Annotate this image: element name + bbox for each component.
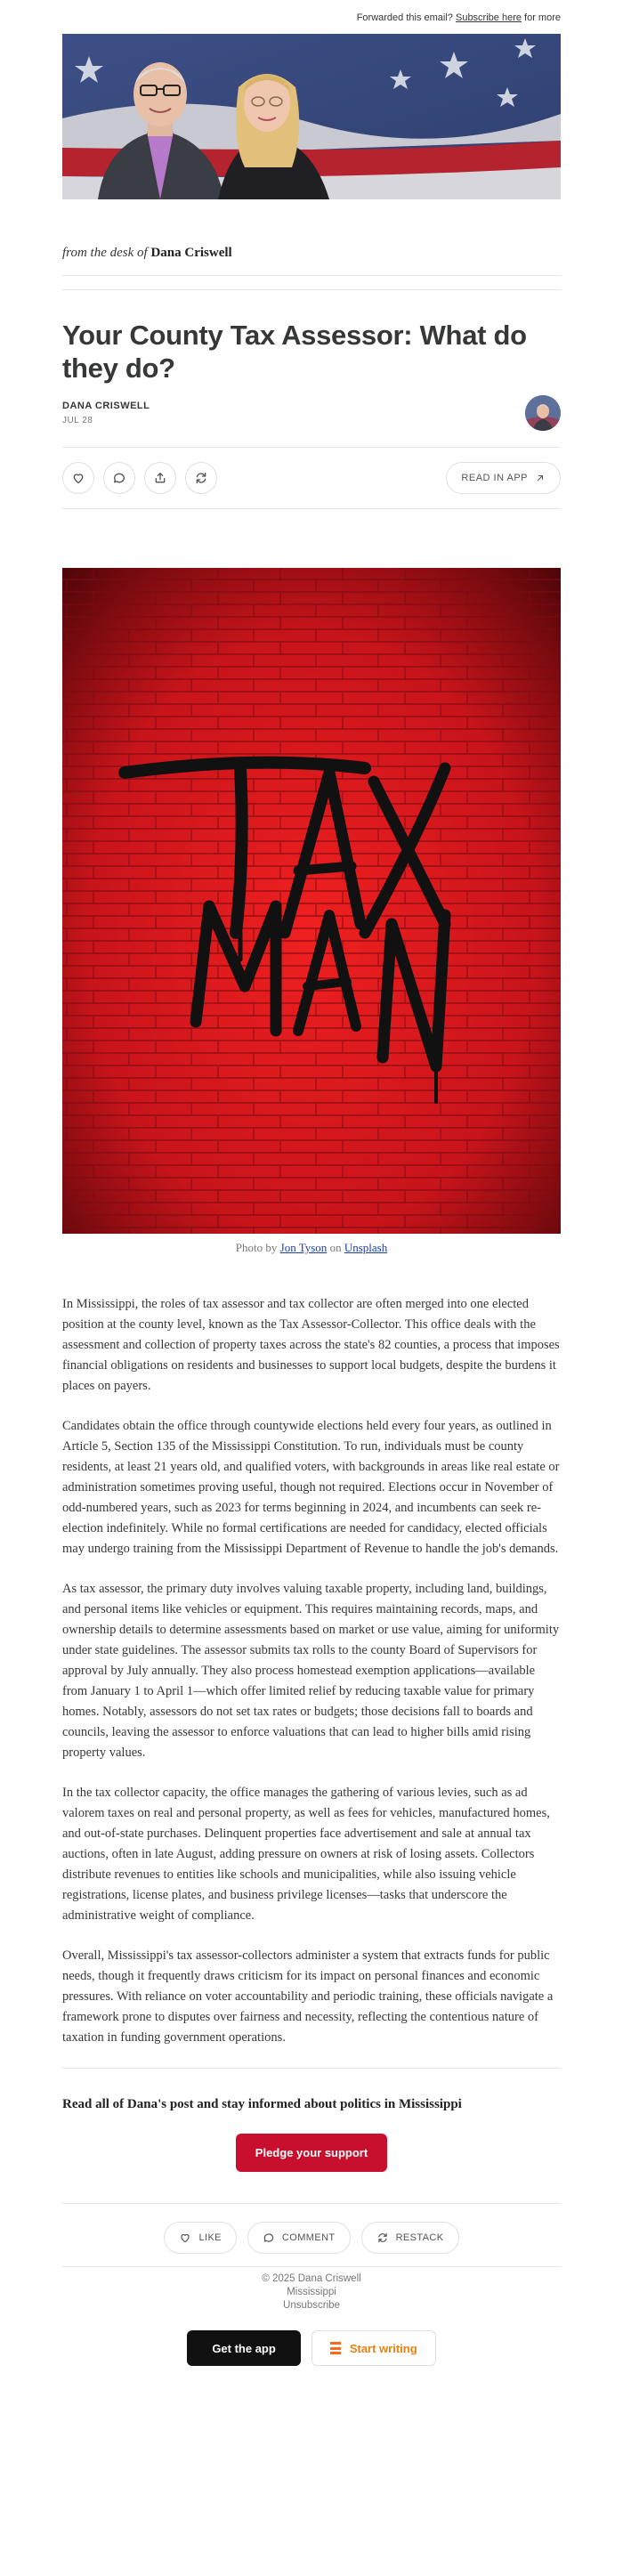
unsplash-link[interactable]: Unsplash xyxy=(344,1241,388,1254)
body-paragraph: Overall, Mississippi's tax assessor-collectors administer a system that extracts funds for public needs, though it frequently draws criticism for its impact on personal finances and economic pressures. With reliance on voter accountability and periodic training, these officials navigate a framework prone to disputes over fairness and necessity, reflecting the contentious nature of taxation in funding government operations. xyxy=(62,1948,554,2045)
divider xyxy=(62,2172,561,2204)
byline-text xyxy=(62,401,150,425)
pledge-button[interactable]: Pledge your support xyxy=(236,2134,387,2172)
byline xyxy=(62,395,561,448)
from-desk-prefix: from the desk of xyxy=(62,246,151,260)
header-photo-art xyxy=(62,34,561,199)
like-button[interactable] xyxy=(62,462,94,494)
footer-actions xyxy=(62,2204,561,2267)
share-button[interactable] xyxy=(144,462,176,494)
post-title[interactable]: Your County Tax Assessor: What do they do? xyxy=(62,320,527,384)
email-container xyxy=(62,0,561,2384)
caption-mid: on xyxy=(327,1241,344,1254)
heart-icon xyxy=(179,2232,191,2244)
post-date: JUL 28 xyxy=(62,416,93,425)
footer-comment-button[interactable] xyxy=(247,2222,351,2254)
cover-photo-art xyxy=(62,568,561,1234)
photographer-link[interactable]: Jon Tyson xyxy=(279,1241,328,1254)
subscribe-cta xyxy=(62,2068,561,2204)
cta-text: Read all of Dana's post and stay informed about politics in Mississippi xyxy=(62,2097,462,2111)
substack-logo-icon xyxy=(330,2342,341,2354)
start-writing-button[interactable] xyxy=(312,2330,436,2366)
preheader xyxy=(62,0,561,34)
body-paragraph: As tax assessor, the primary duty involves valuing taxable property, including land, buildings, and personal items like vehicles or equipment. This requires maintaining records, maps, and ownership details to determine assessments based on market or use value, aiming for uniformity under state guidelines. The assessor submits tax rolls to the county Board of Supervisors for approval by July annually. They also process homestead exemption applications—available from January 1 to April 1—which offer limited relief by reducing taxable value for primary homes. Notably, assessors do not set tax rates or budgets; those decisions fall to boards and councils, leaving the assessor to enforce valuations that can lead to higher bills amid rising property values. xyxy=(62,1582,560,1760)
restack-icon xyxy=(194,471,208,485)
footer-restack-button[interactable] xyxy=(361,2222,459,2254)
avatar-art xyxy=(525,395,561,431)
footer-legal xyxy=(62,2267,561,2313)
header-photo xyxy=(62,34,561,199)
divider xyxy=(62,276,561,290)
location: Mississippi xyxy=(287,2287,336,2297)
cover-caption xyxy=(62,1241,561,1255)
post-body xyxy=(62,1294,561,2048)
caption-prefix: Photo by xyxy=(235,1241,280,1254)
heart-icon xyxy=(71,471,85,485)
author-avatar[interactable] xyxy=(525,395,561,431)
comment-icon xyxy=(112,471,126,485)
footer-like-button[interactable] xyxy=(164,2222,236,2254)
from-desk-line xyxy=(62,246,561,276)
get-app-button[interactable]: Get the app xyxy=(187,2330,301,2366)
preheader-prefix: Forwarded this email? xyxy=(356,12,456,23)
footer-like-label: LIKE xyxy=(198,2232,222,2243)
share-icon xyxy=(153,471,167,485)
body-paragraph: In the tax collector capacity, the office manages the gathering of various levies, such as ad valorem taxes on real and personal property, as well as fees for vehicles, manufactured homes, and out-of-state purchases. Delinquent properties face advertisement and sale at annual tax auctions, often in late August, adding pressure on owners at risk of losing assets. Collectors distribute revenues to entities like schools and municipalities, while also issuing vehicle registrations, license plates, and business privilege licenses—tasks that underscore the administrative weight of compliance. xyxy=(62,1786,550,1923)
comment-icon xyxy=(263,2232,275,2244)
footer-restack-label: RESTACK xyxy=(395,2232,444,2243)
copyright: © 2025 Dana Criswell xyxy=(262,2273,361,2284)
read-in-app-label: READ IN APP xyxy=(461,473,528,483)
subscribe-link[interactable]: Subscribe here xyxy=(455,12,522,23)
unsubscribe-link[interactable]: Unsubscribe xyxy=(283,2300,340,2311)
restack-button[interactable] xyxy=(185,462,217,494)
read-in-app-button[interactable] xyxy=(446,462,561,494)
cover-photo[interactable] xyxy=(62,568,561,1234)
body-paragraph: Candidates obtain the office through countywide elections held every four years, as outlined in Article 5, Section 135 of the Mississippi Constitution. To run, individuals must be county residents, at least 21 years old, and qualified voters, with backgrounds in areas like real estate or administration sometimes proving useful, though not required. Elections occur in November of odd-numbered years, such as 2023 for terms beginning in 2024, and incumbents can seek re-election indefinitely. While no formal certifications are needed for candidacy, elected officials may undergo training from the Mississippi Department of Revenue to handle the job's demands. xyxy=(62,1419,560,1556)
author-name[interactable]: DANA CRISWELL xyxy=(62,401,150,411)
body-paragraph: In Mississippi, the roles of tax assessor and tax collector are often merged into one elected position at the county level, known as the Tax Assessor-Collector. This office deals with the assessment and collection of property taxes across the state's 82 counties, a process that imposes financial obligations on residents and businesses to support local budgets, despite the burdens it places on payers. xyxy=(62,1297,560,1393)
app-buttons xyxy=(62,2330,561,2384)
arrow-up-right-icon xyxy=(535,473,546,483)
comment-button[interactable] xyxy=(103,462,135,494)
preheader-suffix: for more xyxy=(521,12,561,23)
restack-icon xyxy=(376,2232,389,2244)
post-actions xyxy=(62,448,561,509)
start-writing-label: Start writing xyxy=(349,2341,417,2355)
from-desk-name: Dana Criswell xyxy=(150,246,232,260)
footer-comment-label: COMMENT xyxy=(281,2232,336,2243)
